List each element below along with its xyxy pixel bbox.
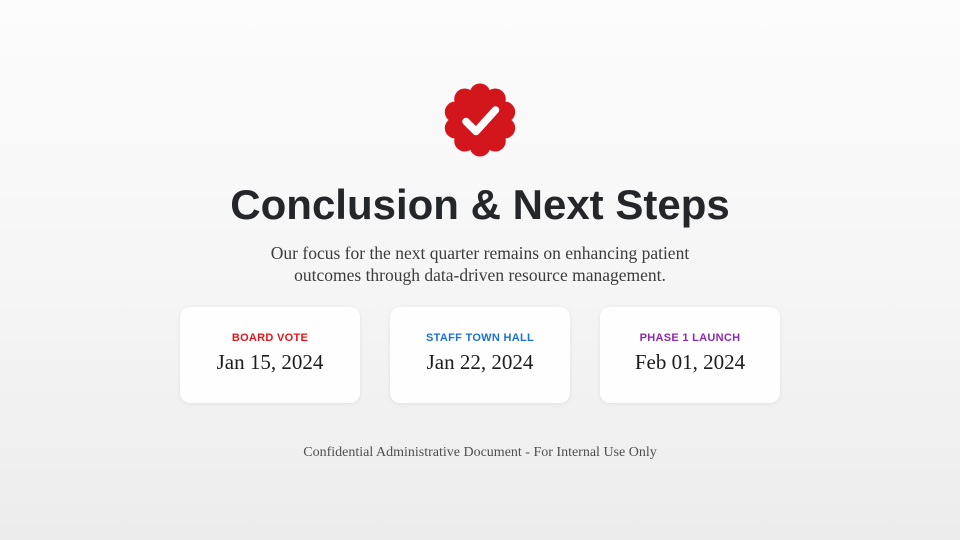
milestone-date: Jan 22, 2024 xyxy=(426,350,534,374)
seal-check-icon xyxy=(442,82,518,158)
milestone-cards-row xyxy=(180,307,780,403)
milestone-label: BOARD VOTE xyxy=(231,332,309,344)
milestone-date: Feb 01, 2024 xyxy=(634,350,746,374)
milestone-label: PHASE 1 LAUNCH xyxy=(639,332,741,344)
milestone-date: Jan 15, 2024 xyxy=(216,350,324,374)
confidentiality-footer: Confidential Administrative Document - For Internal Use Only xyxy=(303,445,657,460)
milestone-card-board-vote xyxy=(180,307,360,403)
milestone-card-staff-town-hall xyxy=(390,307,570,403)
milestone-label: STAFF TOWN HALL xyxy=(426,332,534,344)
slide-subtitle: Our focus for the next quarter remains on enhancing patient outcomes through data-driven resource management. xyxy=(270,243,690,285)
milestone-card-phase-1-launch xyxy=(600,307,780,403)
slide-title: Conclusion & Next Steps xyxy=(230,181,730,228)
